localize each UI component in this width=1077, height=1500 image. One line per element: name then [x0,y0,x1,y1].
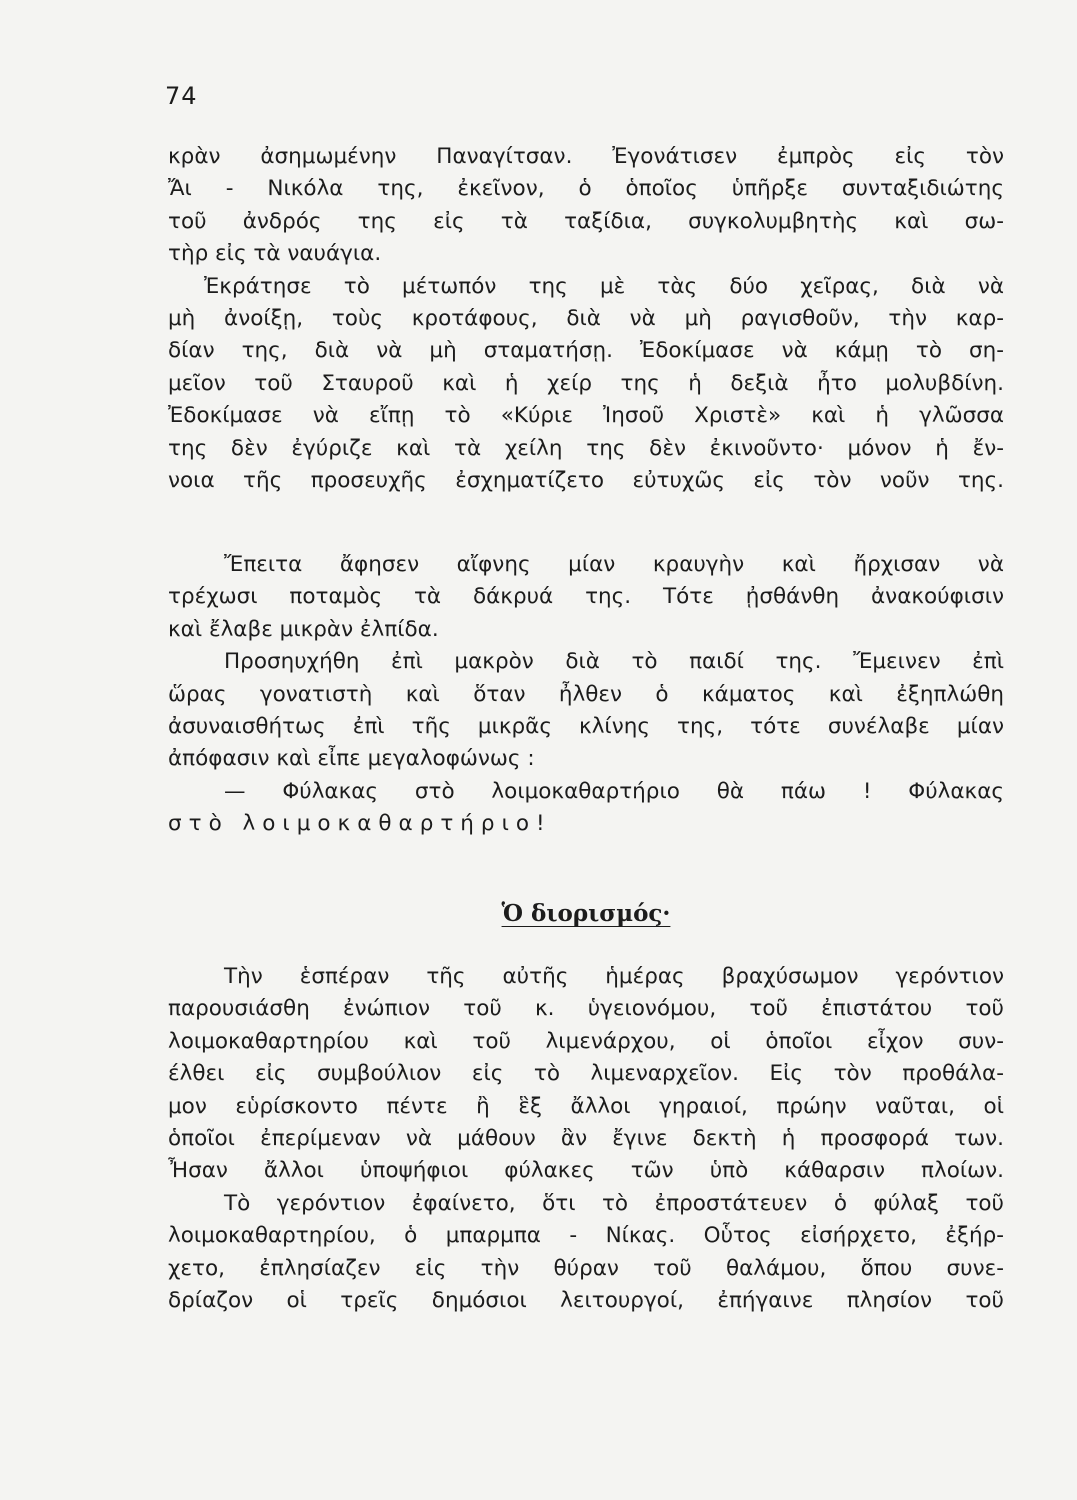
text-line: ὁποῖοι ἐπερίμεναν νὰ μάθουν ἂν ἔγινε δεκτὴ ἡ προσφορά των. [168,1125,1004,1151]
text-line: στὸ λοιμοκαθαρτήριο! [168,811,552,837]
text-line: μον εὑρίσκοντο πέντε ἢ ἓξ ἄλλοι γηραιοί, πρώην ναῦται, οἱ [168,1093,1004,1119]
text-line: μὴ ἀνοίξῃ, τοὺς κροτάφους, διὰ νὰ μὴ ραγισθοῦν, τὴν καρ- [168,305,1004,331]
text-line: Τὸ γερόντιον ἐφαίνετο, ὅτι τὸ ἐπροστάτευεν ὁ φύλαξ τοῦ [224,1190,1004,1216]
text-line: τὴρ εἰς τὰ ναυάγια. [168,241,382,267]
text-line: ὥρας γονατιστὴ καὶ ὅταν ἦλθεν ὁ κάματος καὶ ἐξηπλώθη [168,681,1004,707]
text-line: Τὴν ἑσπέραν τῆς αὐτῆς ἡμέρας βραχύσωμον γερόντιον [224,964,1004,989]
text-line: Προσηυχήθη ἐπὶ μακρὸν διὰ τὸ παιδί της. Ἔμεινεν ἐπὶ [224,649,1004,675]
section-heading: Ὁ διορισμός· [501,900,671,927]
text-line: Ἔπειτα ἄφησεν αἴφνης μίαν κραυγὴν καὶ ἤρχισαν νὰ [224,552,1004,577]
text-line: Ἦσαν ἄλλοι ὑποψήφιοι φύλακες τῶν ὑπὸ κάθαρσιν πλοίων. [168,1158,1004,1184]
text-line: δρίαζον οἱ τρεῖς δημόσιοι λειτουργοί, ἐπήγαινε πλησίον τοῦ [168,1287,1004,1313]
page-number: 74 [165,82,198,110]
text-block-bottom [168,961,1004,1317]
text-line: κρὰν ἀσημωμένην Παναγίτσαν. Ἐγονάτισεν ἐμπρὸς εἰς τὸν [168,144,1004,169]
text-line: — Φύλακας στὸ λοιμοκαθαρτήριο θὰ πάω ! Φύλακας [224,778,1004,804]
text-line: έλθει εἰς συμβούλιον εἰς τὸ λιμεναρχεῖον. Εἰς τὸν προθάλα- [168,1061,1004,1087]
text-line: ἀσυναισθήτως ἐπὶ τῆς μικρᾶς κλίνης της, τότε συνέλαβε μίαν [168,713,1004,739]
text-block-middle [168,549,1004,841]
text-line: Ἐκράτησε τὸ μέτωπόν της μὲ τὰς δύο χεῖρας, διὰ νὰ [204,273,1004,299]
text-line: Ἐδοκίμασε νὰ εἴπῃ τὸ «Κύριε Ἰησοῦ Χριστὲ» καὶ ἡ γλῶσσα [168,403,1004,429]
text-line: μεῖον τοῦ Σταυροῦ καὶ ἡ χείρ της ἡ δεξιὰ ἦτο μολυβδίνη. [168,370,1004,396]
text-line: ἀπόφασιν καὶ εἶπε μεγαλοφώνως : [168,746,535,772]
text-line: καὶ ἔλαβε μικρὰν ἐλπίδα. [168,616,439,642]
text-line: λοιμοκαθαρτηρίου, ὁ μπαρμπα - Νίκας. Οὗτος εἰσήρχετο, ἐξήρ- [168,1223,1004,1249]
text-line: τοῦ ἀνδρός της εἰς τὰ ταξίδια, συγκολυμβητὴς καὶ σω- [168,208,1004,234]
text-line: τρέχωσι ποταμὸς τὰ δάκρυά της. Τότε ᾐσθάνθη ἀνακούφισιν [168,584,1004,610]
text-line: της δὲν ἐγύριζε καὶ τὰ χείλη της δὲν ἐκινοῦντο· μόνον ἡ ἔν- [168,435,1004,461]
text-line: λοιμοκαθαρτηρίου καὶ τοῦ λιμενάρχου, οἱ ὁποῖοι εἶχον συν- [168,1028,1004,1054]
text-line: χετο, ἐπλησίαζεν εἰς τὴν θύραν τοῦ θαλάμου, ὅπου συνε- [168,1255,1004,1281]
text-line: παρουσιάσθη ἐνώπιον τοῦ κ. ὑγειονόμου, τοῦ ἐπιστάτου τοῦ [168,996,1004,1022]
text-line: νοια τῆς προσευχῆς ἐσχηματίζετο εὐτυχῶς εἰς τὸν νοῦν της. [168,467,1004,493]
text-line: Ἄι - Νικόλα της, ἐκεῖνον, ὁ ὁποῖος ὑπῆρξε συνταξιδιώτης [168,176,1004,202]
text-line: δίαν της, διὰ νὰ μὴ σταματήσῃ. Ἐδοκίμασε νὰ κάμῃ τὸ ση- [168,338,1004,364]
text-block-top [168,141,1004,497]
